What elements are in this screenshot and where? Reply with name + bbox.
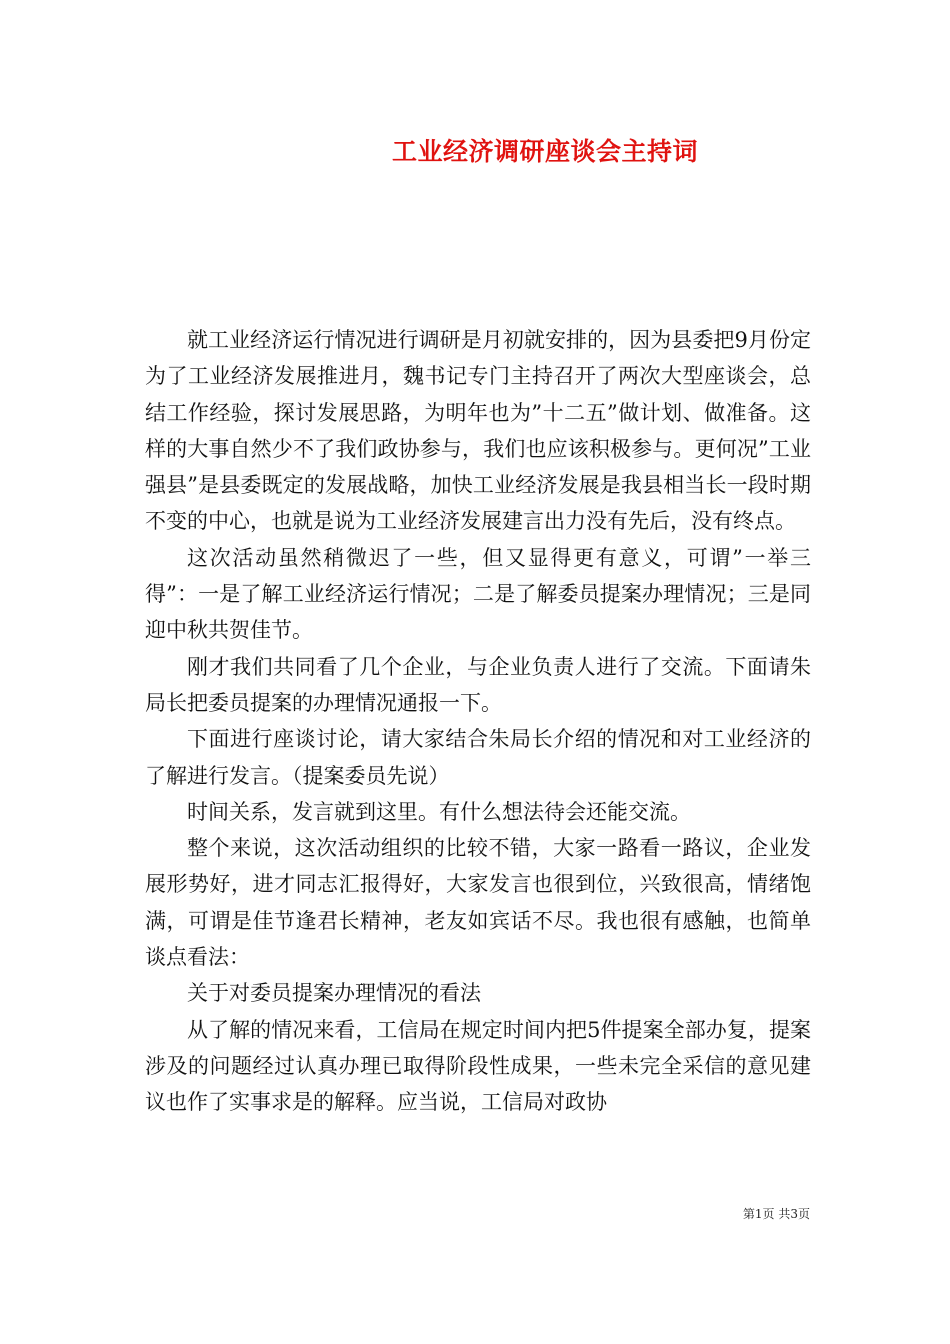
document-body — [145, 322, 811, 1121]
page-number-footer: 第1页 共3页 — [742, 1207, 810, 1221]
paragraph-6: 整个来说，这次活动组织的比较不错，大家一路看一路议，企业发展形势好，进才同志汇报得好，大家发言也很到位，兴致很高，情绪饱满，可谓是佳节逢君长精神，老友如宾话不尽。我也很有感触，也简单谈点看法： — [145, 836, 811, 970]
paragraph-2: 这次活动虽然稍微迟了一些，但又显得更有意义，可谓”一举三得”：一是了解工业经济运行情况；二是了解委员提案办理情况；三是同迎中秋共贺佳节。 — [145, 545, 811, 643]
paragraph-3: 刚才我们共同看了几个企业，与企业负责人进行了交流。下面请朱局长把委员提案的办理情况通报一下。 — [145, 654, 811, 715]
document-title: 工业经济调研座谈会主持词 — [391, 137, 698, 166]
paragraph-1: 就工业经济运行情况进行调研是月初就安排的，因为县委把9月份定为了工业经济发展推进月，魏书记专门主持召开了两次大型座谈会，总结工作经验，探讨发展思路，为明年也为”十二五”做计划、做准备。这样的大事自然少不了我们政协参与，我们也应该积极参与。更何况”工业强县”是县委既定的发展战略，加快工业经济发展是我县相当长一段时期不变的中心，也就是说为工业经济发展建言出力没有先后，没有终点。 — [145, 328, 811, 534]
paragraph-4: 下面进行座谈讨论，请大家结合朱局长介绍的情况和对工业经济的了解进行发言。（提案委员先说） — [145, 727, 811, 788]
section-heading: 关于对委员提案办理情况的看法 — [187, 981, 481, 1006]
paragraph-5: 时间关系，发言就到这里。有什么想法待会还能交流。 — [187, 799, 691, 824]
paragraph-7: 从了解的情况来看，工信局在规定时间内把5件提案全部办复，提案涉及的问题经过认真办理已取得阶段性成果，一些未完全采信的意见建议也作了实事求是的解释。应当说，工信局对政协 — [145, 1017, 811, 1115]
